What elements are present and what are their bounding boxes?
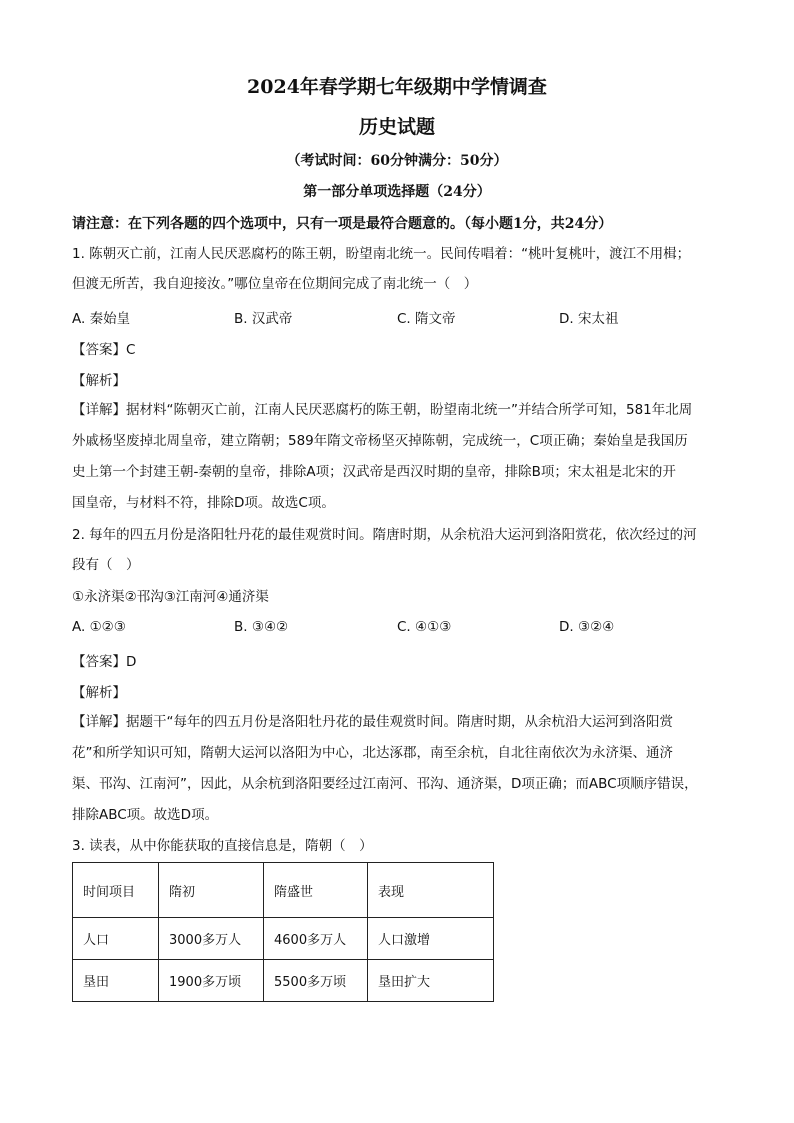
q2-stem-line-2: 段有（ ） bbox=[72, 557, 140, 573]
table-cell: 1900多万顷 bbox=[159, 960, 264, 1002]
q2-stem-line-1: 2. 每年的四五月份是洛阳牡丹花的最佳观赏时间。隋唐时期，从余杭沿大运河到洛阳赏花，依次经过的河 bbox=[72, 527, 697, 543]
q2-option-c: C. ④①③ bbox=[397, 619, 452, 635]
q2-option-b: B. ③④② bbox=[234, 619, 289, 635]
q1-detail-line-3: 史上第一个封建王朝-秦朝的皇帝，排除A项；汉武帝是西汉时期的皇帝，排除B项；宋太祖是北宋的开 bbox=[72, 464, 676, 480]
q1-stem-line-2: 但渡无所苦，我自迎接汝。”哪位皇帝在位期间完成了南北统一（ ） bbox=[72, 276, 478, 292]
q2-analysis-label: 【解析】 bbox=[72, 685, 126, 701]
q2-option-d: D. ③②④ bbox=[559, 619, 615, 635]
table-cell: 垦田扩大 bbox=[368, 960, 494, 1002]
q2-detail-line-4: 排除ABC项。故选D项。 bbox=[72, 807, 219, 823]
table-row bbox=[73, 918, 494, 960]
table-cell: 人口 bbox=[73, 918, 159, 960]
q2-detail-line-3: 渠、邗沟、江南河”，因此，从余杭到洛阳要经过江南河、邗沟、通济渠，D项正确；而ABC项顺序错误， bbox=[72, 776, 698, 792]
q1-detail-line-4: 国皇帝，与材料不符，排除D项。故选C项。 bbox=[72, 495, 335, 511]
q1-analysis-label: 【解析】 bbox=[72, 373, 126, 389]
q2-option-a: A. ①②③ bbox=[72, 619, 126, 635]
q1-option-d: D. 宋太祖 bbox=[559, 311, 619, 327]
table-cell: 3000多万人 bbox=[159, 918, 264, 960]
q1-option-a: A. 秦始皇 bbox=[72, 311, 131, 327]
table-header-cell: 表现 bbox=[368, 863, 494, 918]
q1-option-c: C. 隋文帝 bbox=[397, 311, 456, 327]
exam-info: （考试时间：60分钟满分：50分） bbox=[286, 153, 508, 169]
table-cell: 5500多万顷 bbox=[264, 960, 368, 1002]
table-header-cell: 时间项目 bbox=[73, 863, 159, 918]
q1-option-b: B. 汉武帝 bbox=[234, 311, 293, 327]
table-header-cell: 隋盛世 bbox=[264, 863, 368, 918]
subject-title: 历史试题 bbox=[358, 116, 435, 138]
table-cell: 垦田 bbox=[73, 960, 159, 1002]
q2-canal-list: ①永济渠②邗沟③江南河④通济渠 bbox=[72, 589, 269, 605]
part-heading: 第一部分单项选择题（24分） bbox=[303, 184, 491, 200]
population-farmland-table bbox=[72, 862, 494, 1002]
q1-stem-line-1: 1. 陈朝灭亡前，江南人民厌恶腐朽的陈王朝，盼望南北统一。民间传唱着：“桃叶复桃叶，渡江不用楫； bbox=[72, 246, 691, 262]
q2-detail-line-2: 花”和所学知识可知，隋朝大运河以洛阳为中心，北达涿郡，南至余杭，自北往南依次为永济渠、通济 bbox=[72, 745, 673, 761]
q1-detail-line-2: 外戚杨坚废掉北周皇帝，建立隋朝；589年隋文帝杨坚灭掉陈朝，完成统一，C项正确；秦始皇是我国历 bbox=[72, 433, 688, 449]
q1-answer: 【答案】C bbox=[72, 342, 136, 358]
table-header-cell: 隋初 bbox=[159, 863, 264, 918]
q3-stem-line-1: 3. 读表，从中你能获取的直接信息是，隋朝（ ） bbox=[72, 838, 373, 854]
table-row bbox=[73, 960, 494, 1002]
q2-answer: 【答案】D bbox=[72, 654, 137, 670]
instructions-notice: 请注意：在下列各题的四个选项中，只有一项是最符合题意的。（每小题1分，共24分） bbox=[72, 216, 613, 232]
q1-detail-line-1: 【详解】据材料“陈朝灭亡前，江南人民厌恶腐朽的陈王朝，盼望南北统一”并结合所学可知，581年北周 bbox=[72, 402, 693, 418]
table-header-row bbox=[73, 863, 494, 918]
q2-detail-line-1: 【详解】据题干“每年的四五月份是洛阳牡丹花的最佳观赏时间。隋唐时期，从余杭沿大运河到洛阳赏 bbox=[72, 714, 673, 730]
exam-title: 2024年春学期七年级期中学情调查 bbox=[247, 76, 547, 98]
table-cell: 4600多万人 bbox=[264, 918, 368, 960]
table-cell: 人口激增 bbox=[368, 918, 494, 960]
